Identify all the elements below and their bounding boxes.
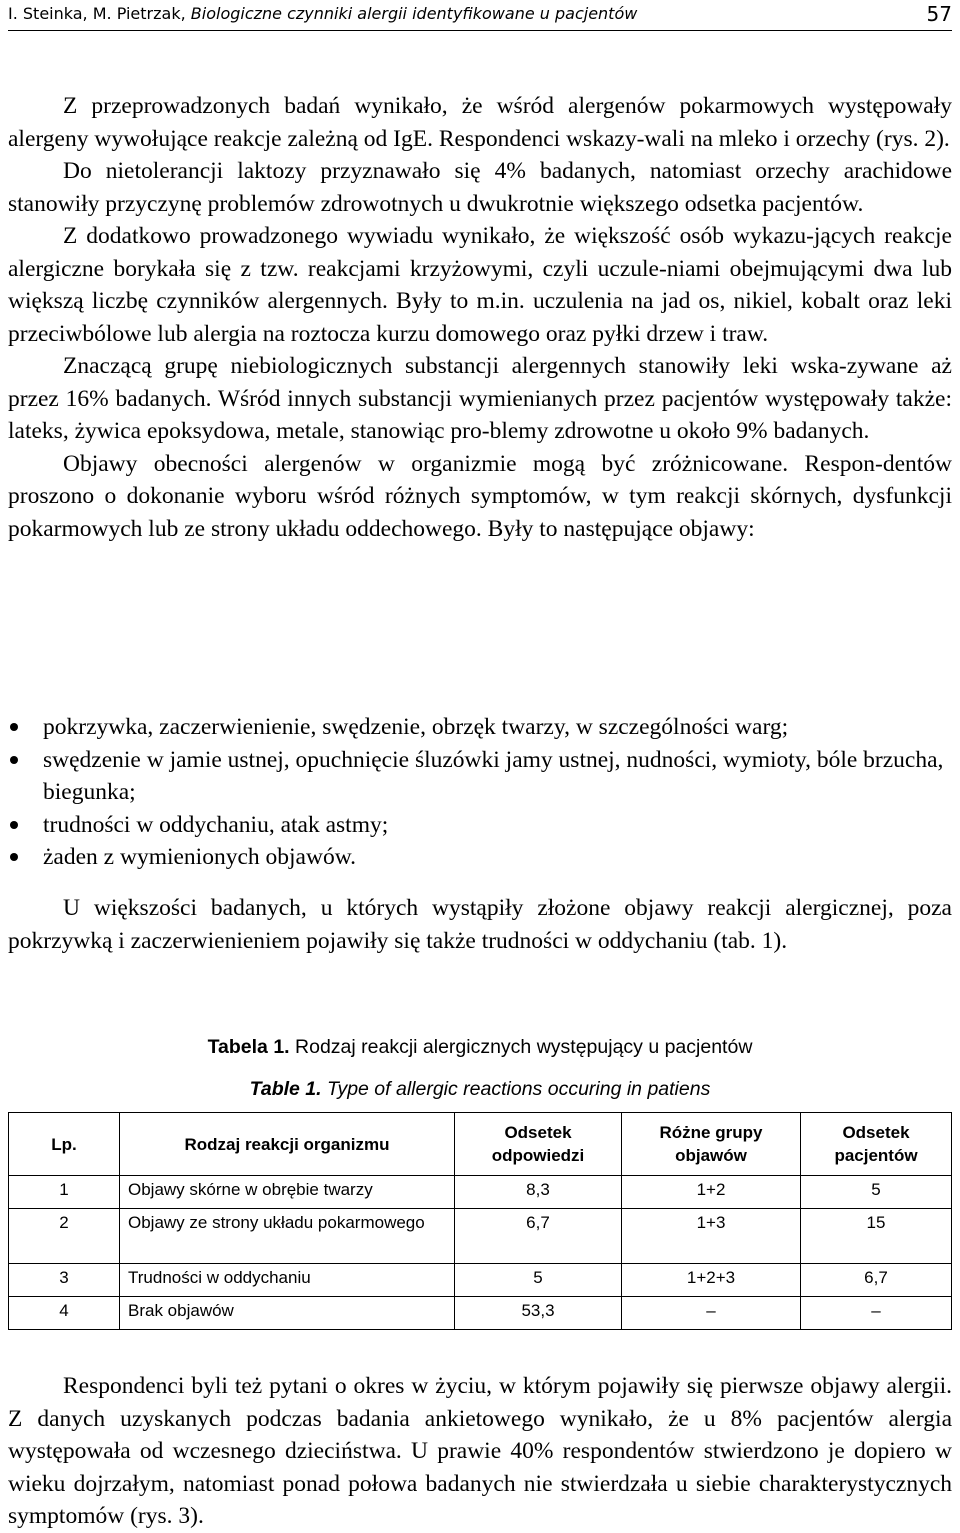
page-number: 57 [926, 2, 952, 26]
column-header: Odsetek odpowiedzi [455, 1113, 622, 1176]
caption-text: Type of allergic reactions occuring in patiens [326, 1078, 711, 1100]
table-caption-en [0, 1078, 960, 1101]
paragraph: Z przeprowadzonych badań wynikało, że wśród alergenów pokarmowych występowały alergeny wywołujące reakcje zależną od IgE. Respondenci wskazy-wali na mleko i orzechy (rys. 2). [8, 93, 952, 152]
paragraph: Z dodatkowo prowadzonego wywiadu wynikało, że większość osób wykazu-jących reakcje alergiczne borykała się z tzw. reakcjami krzyżowymi, czyli uczule-niami obejmującymi dwa lub większą liczbę czynników alergennych. Były to m.in. uczulenia na jad os, nikiel, kobalt oraz leki przeciwbólowe lub alergia na roztocza kurzu domowego oraz pyłki drzew i traw. [8, 223, 952, 347]
paragraph: Objawy obecności alergenów w organizmie mogą być zróżnicowane. Respon-dentów proszono o dokonanie wyboru wśród różnych symptomów, w tym reakcji skórnych, dysfunkcji pokarmowych lub ze strony układu oddechowego. Były to następujące objawy: [8, 450, 952, 542]
table-cell: Brak objawów [120, 1297, 455, 1330]
table-cell: 53,3 [455, 1297, 622, 1330]
table-header-row [9, 1113, 952, 1176]
table-cell: 3 [9, 1264, 120, 1297]
table-row [9, 1209, 952, 1264]
column-header: Różne grupy objawów [622, 1113, 801, 1176]
paragraph: U większości badanych, u których wystąpiły złożone objawy reakcji alergicznej, poza pokrzywką i zaczerwienieniem pojawiły się także trudności w oddychaniu (tab. 1). [8, 895, 952, 954]
table-row [9, 1297, 952, 1330]
paragraph: Do nietolerancji laktozy przyznawało się 4% badanych, natomiast orzechy arachidowe stanowiły przyczynę problemów zdrowotnych u dwukrotnie większego odsetka pacjentów. [8, 158, 952, 217]
column-header: Lp. [9, 1113, 120, 1176]
column-header: Rodzaj reakcji organizmu [120, 1113, 455, 1176]
table-cell: – [622, 1297, 801, 1330]
table-cell: Objawy ze strony układu pokarmowego [120, 1209, 455, 1264]
body-text-middle [8, 892, 952, 957]
caption-label: Table 1. [249, 1078, 322, 1100]
table-cell: 2 [9, 1209, 120, 1264]
paragraph: Respondenci byli też pytani o okres w życiu, w którym pojawiły się pierwsze objawy alergii. Z danych uzyskanych podczas badania ankietowego wynikało, że u 8% pacjentów alergia występowała od wczesnego dzieciństwa. U prawie 40% respondentów stwierdzono je dopiero w wieku dojrzałym, natomiast ponad połowa badanych nie stwierdzała u siebie charakterystycznych symptomów (rys. 3). [8, 1373, 952, 1529]
symptom-list [8, 711, 952, 874]
list-item: pokrzywka, zaczerwienienie, swędzenie, obrzęk twarzy, w szczególności warg; [8, 711, 952, 744]
table-cell: 1+2 [622, 1176, 801, 1209]
body-text-top [8, 90, 952, 545]
table-cell: Trudności w oddychaniu [120, 1264, 455, 1297]
table-cell: 1+2+3 [622, 1264, 801, 1297]
table-cell: – [801, 1297, 952, 1330]
table-cell: 8,3 [455, 1176, 622, 1209]
list-item: żaden z wymienionych objawów. [8, 841, 952, 874]
paragraph: Znaczącą grupę niebiologicznych substancji alergennych stanowiły leki wska-zywane aż przez 16% badanych. Wśród innych substancji wymienianych przez pacjentów występowały także: lateks, żywica epoksydowa, metale, stanowiąc pro-blemy zdrowotne u około 9% badanych. [8, 353, 952, 444]
body-text-bottom [8, 1370, 952, 1533]
header-authors: I. Steinka, M. Pietrzak, [8, 4, 186, 23]
table-cell: 6,7 [455, 1209, 622, 1264]
running-header [8, 0, 952, 31]
running-title [8, 4, 637, 23]
table-cell: 6,7 [801, 1264, 952, 1297]
table-cell: 1+3 [622, 1209, 801, 1264]
table-cell: Objawy skórne w obrębie twarzy [120, 1176, 455, 1209]
table-cell: 5 [455, 1264, 622, 1297]
table-caption-pl [0, 1036, 960, 1059]
header-article-title: Biologiczne czynniki alergii identyfikowane u pacjentów [190, 4, 638, 23]
list-item: swędzenie w jamie ustnej, opuchnięcie śluzówki jamy ustnej, nudności, wymioty, bóle brzucha, biegunka; [8, 744, 952, 809]
list-item: trudności w oddychaniu, atak astmy; [8, 809, 952, 842]
table-cell: 4 [9, 1297, 120, 1330]
table-cell: 5 [801, 1176, 952, 1209]
caption-label: Tabela 1. [207, 1036, 290, 1058]
table-row [9, 1264, 952, 1297]
table-cell: 15 [801, 1209, 952, 1264]
table-row [9, 1176, 952, 1209]
table-cell: 1 [9, 1176, 120, 1209]
caption-text: Rodzaj reakcji alergicznych występujący u pacjentów [295, 1036, 753, 1058]
reactions-table [8, 1112, 952, 1330]
column-header: Odsetek pacjentów [801, 1113, 952, 1176]
